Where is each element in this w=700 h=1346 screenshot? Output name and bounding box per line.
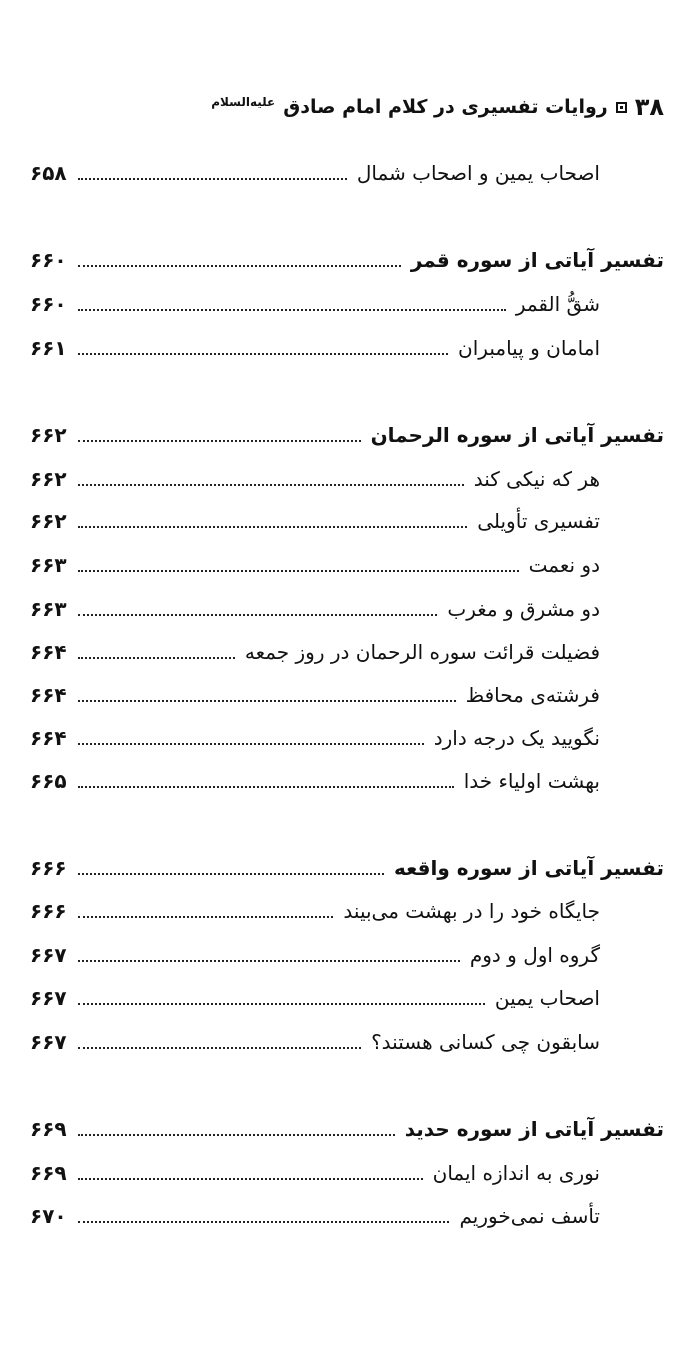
toc-entry-row[interactable]: [30, 589, 600, 629]
toc-entry-title: تفسیر آیاتی از سوره الرحمان: [370, 423, 664, 447]
toc-page-number: ۶۶۹: [30, 1161, 67, 1185]
dot-leader: [78, 440, 361, 442]
toc-entry-row[interactable]: [30, 153, 600, 193]
toc-entry-row[interactable]: [30, 978, 600, 1018]
toc-entry-title: تفسیر آیاتی از سوره حدید: [404, 1117, 664, 1141]
toc-entry-row[interactable]: [30, 1153, 600, 1193]
toc-entry-title: تفسیر آیاتی از سوره قمر: [410, 248, 664, 272]
dot-leader: [78, 484, 464, 486]
toc-page-number: ۶۶۱: [30, 336, 67, 360]
toc-page-number: ۶۶۹: [30, 1117, 67, 1141]
toc-page-number: ۶۶۰: [30, 248, 67, 272]
toc-page-number: ۶۶۴: [30, 726, 67, 750]
dot-leader: [78, 786, 454, 788]
dot-leader: [78, 960, 460, 962]
toc-entry-title: جایگاه خود را در بهشت می‌بیند: [343, 899, 600, 923]
toc-entry-title: نوری به اندازه ایمان: [432, 1161, 600, 1185]
dot-leader: [78, 1003, 485, 1005]
toc-section-row[interactable]: [30, 848, 664, 888]
toc-entry-title: هر که نیکی کند: [473, 467, 600, 491]
toc-entry-title: تفسیر آیاتی از سوره واقعه: [393, 856, 664, 880]
toc-entry-row[interactable]: [30, 1196, 600, 1236]
toc-entry-row[interactable]: [30, 1022, 600, 1062]
dot-leader: [78, 526, 467, 528]
toc-entry-title: فضیلت قرائت سوره الرحمان در روز جمعه: [244, 640, 600, 664]
toc-page-number: ۶۶۶: [30, 856, 67, 880]
dot-leader: [78, 353, 448, 355]
dot-leader: [78, 1178, 423, 1180]
toc-entry-title: امامان و پیامبران: [458, 336, 600, 360]
toc-entry-title: سابقون چی کسانی هستند؟: [371, 1030, 600, 1054]
toc-page-number: ۶۶۳: [30, 553, 67, 577]
dot-leader: [78, 700, 456, 702]
dot-leader: [78, 1134, 395, 1136]
toc-entry-row[interactable]: [30, 284, 600, 324]
toc-entry-title: نگویید یک درجه دارد: [433, 726, 600, 750]
toc-page-number: ۶۶۵: [30, 769, 67, 793]
toc-entry-title: بهشت اولیاء خدا: [463, 769, 600, 793]
toc-entry-title: گروه اول و دوم: [469, 943, 600, 967]
toc-entry-title: تأسف نمی‌خوریم: [459, 1204, 600, 1228]
toc-entry-title: تفسیری تأویلی: [477, 509, 600, 533]
toc-entry-title: شقُّ القمر: [515, 292, 600, 316]
toc-page-number: ۶۶۴: [30, 640, 67, 664]
toc-page-number: ۶۶۴: [30, 683, 67, 707]
toc-page-number: ۶۶۷: [30, 986, 67, 1010]
toc-section-row[interactable]: [30, 1109, 664, 1149]
toc-entry-row[interactable]: [30, 935, 600, 975]
toc-page-number: ۶۶۰: [30, 292, 67, 316]
toc-section-row[interactable]: [30, 240, 664, 280]
toc-page-number: ۶۷۰: [30, 1204, 67, 1228]
dot-leader: [78, 916, 333, 918]
dot-leader: [78, 178, 347, 180]
dot-leader: [78, 657, 235, 659]
toc-entry-title: اصحاب یمین: [494, 986, 600, 1010]
toc-entry-title: اصحاب یمین و اصحاب شمال: [356, 161, 600, 185]
honorific-mark: علیه‌السلام: [211, 95, 276, 109]
dot-leader: [78, 614, 437, 616]
dot-leader: [78, 1047, 361, 1049]
toc-page-number: ۶۶۶: [30, 899, 67, 923]
toc-entry-row[interactable]: [30, 718, 600, 758]
dot-leader: [78, 570, 519, 572]
toc-page-number: ۶۶۲: [30, 509, 67, 533]
toc-entry-title: دو نعمت: [528, 553, 600, 577]
toc-page-number: ۶۶۲: [30, 423, 67, 447]
toc-section-row[interactable]: [30, 415, 664, 455]
toc-page-number: ۶۶۲: [30, 467, 67, 491]
toc-entry-row[interactable]: [30, 545, 600, 585]
toc-entry-row[interactable]: [30, 328, 600, 368]
toc-page-number: ۶۶۷: [30, 1030, 67, 1054]
toc-entry-row[interactable]: [30, 891, 600, 931]
toc-entry-row[interactable]: [30, 675, 600, 715]
toc-entry-title: دو مشرق و مغرب: [447, 597, 600, 621]
toc-entry-row[interactable]: [30, 761, 600, 801]
toc-page-number: ۶۶۷: [30, 943, 67, 967]
dot-leader: [78, 873, 384, 875]
toc-entry-row[interactable]: [30, 632, 600, 672]
book-title: روایات تفسیری در کلام امام صادق: [283, 96, 608, 118]
toc-page-number: ۶۵۸: [30, 161, 67, 185]
dot-leader: [78, 743, 424, 745]
dot-leader: [78, 309, 506, 311]
dot-leader: [78, 1221, 449, 1223]
toc-page-number: ۶۶۳: [30, 597, 67, 621]
dot-leader: [78, 265, 401, 267]
toc-entry-row[interactable]: [30, 459, 600, 499]
toc-entry-title: فرشته‌ی محافظ: [465, 683, 600, 707]
page-number: ۳۸: [634, 93, 664, 121]
toc-entry-row[interactable]: [30, 501, 600, 541]
